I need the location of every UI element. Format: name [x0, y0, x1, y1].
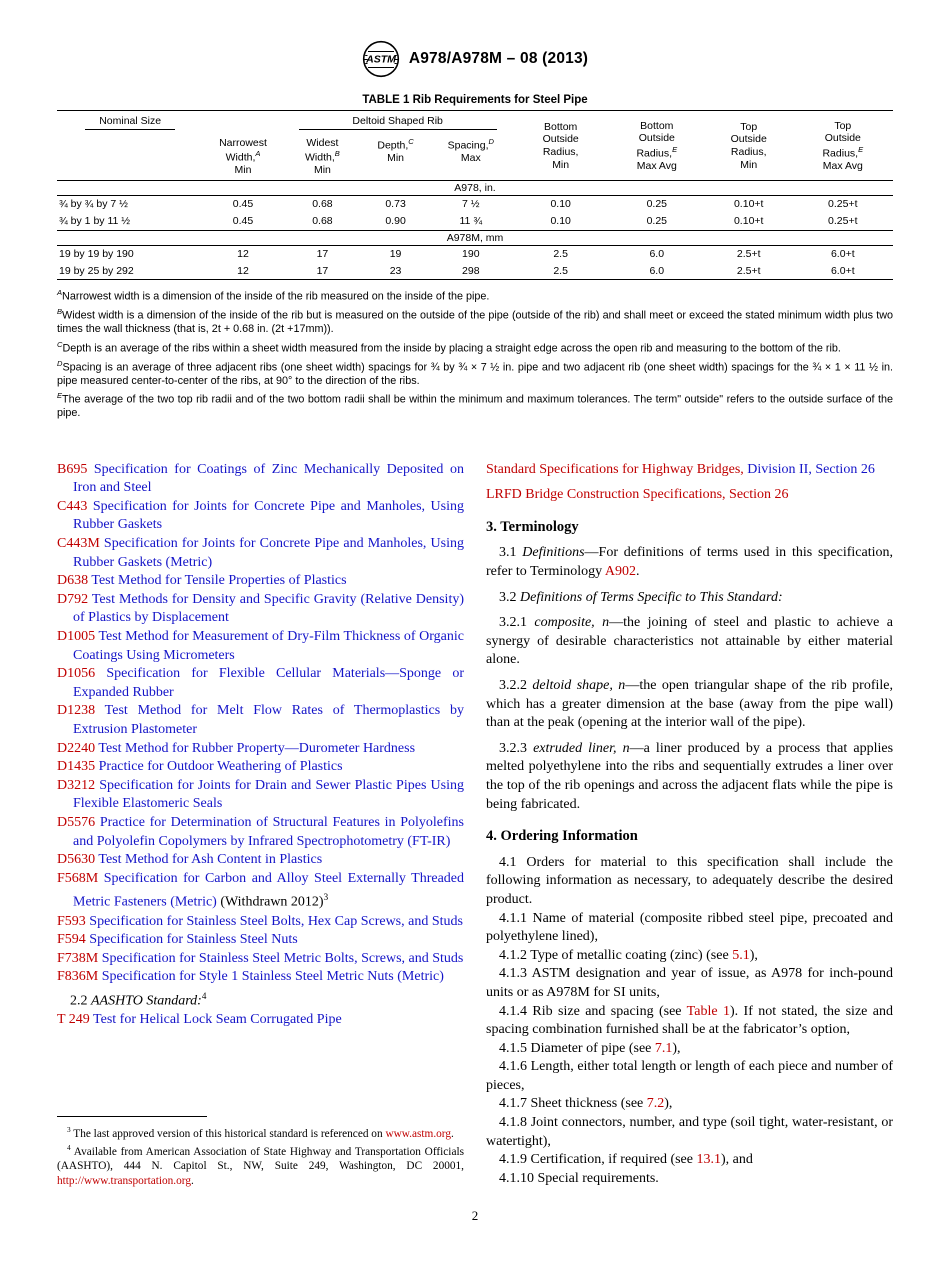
table-cell: 19	[389, 248, 402, 261]
table-footnote-d	[57, 357, 893, 388]
empty-header-cell	[203, 111, 282, 133]
link[interactable]: D5576	[57, 814, 96, 830]
table-cell: 17	[316, 248, 329, 261]
reference-item	[57, 814, 464, 851]
table-cell: 0.25	[646, 215, 667, 228]
link[interactable]: Specification for Flexible Cellular Materials—Sponge or Expanded Rubber	[73, 666, 464, 700]
table-cell: 12	[237, 248, 249, 261]
table-cell: 0.45	[232, 215, 254, 228]
link[interactable]: Specification for Joints for Drain and Sewer Plastic Pipes Using Flexible Elastomeric Seals	[73, 777, 464, 812]
footnote-text: The average of the two top rib radii and of the two bottom radii shall be within the minimum and maximum tolerances. The term" outside" refers to the outside surface of the pipe.	[57, 393, 893, 420]
table-cell: 6.0	[649, 248, 665, 261]
link[interactable]: 7.2	[646, 1096, 665, 1112]
table-cell: 0.90	[385, 215, 406, 228]
reference-item	[57, 950, 464, 969]
table-cell: 19 by 25 by 292	[57, 263, 203, 280]
paragraph-3-1: 3.1 Definitions—For definitions of terms used in this specification, refer to Terminology A902.	[486, 545, 893, 580]
astm-logo-icon	[362, 40, 400, 78]
table-cell: 0.25	[646, 198, 667, 211]
reference-item	[57, 665, 464, 702]
two-column-body	[57, 461, 893, 1189]
paragraph-3-2-2: 3.2.2 deltoid shape, n—the open triangular shape of the rib profile, which has a greater dimension at the base (away from the pipe wall) than at the peak (opening at the interior wall of the pipe).	[486, 678, 894, 731]
footnote-marker: A	[57, 288, 63, 298]
table-cell: 12	[203, 263, 282, 280]
document-title: A978/A978M – 08 (2013)	[408, 50, 589, 67]
link[interactable]: F568M	[57, 870, 99, 886]
link[interactable]: C443	[57, 498, 88, 514]
link[interactable]: T 249	[57, 1012, 90, 1028]
table-cell: 0.10	[550, 215, 571, 228]
link[interactable]: Test Method for Measurement of Dry-Film Thickness of Organic Coatings Using Micrometers	[73, 629, 464, 663]
paragraph-4-1-2: 4.1.2 Type of metallic coating (zinc) (see 5.1),	[499, 947, 758, 963]
link[interactable]: Standard Specifications for Highway Bridges,	[486, 461, 744, 477]
rib-requirements-table	[57, 110, 893, 280]
paragraph-4-1-7: 4.1.7 Sheet thickness (see 7.2),	[499, 1096, 673, 1112]
table-cell: 0.25+t	[828, 215, 858, 228]
footnote-text: Narrowest width is a dimension of the inside of the rib measured on the inside of the pipe.	[62, 291, 490, 304]
link[interactable]: Specification for Coatings of Zinc Mechanically Deposited on Iron and Steel	[73, 461, 464, 496]
col-group-nominal-size: Nominal Size	[57, 111, 203, 133]
section-4-heading: 4. Ordering Information	[486, 828, 638, 845]
reference-item	[57, 702, 464, 739]
link[interactable]: F594	[57, 932, 86, 948]
link[interactable]: D1005	[57, 629, 96, 644]
footnote-divider	[57, 1116, 207, 1117]
empty-header-cell	[57, 133, 203, 181]
table-section-a978m-mm: A978M, mm	[57, 230, 893, 246]
table-footnote-b	[57, 305, 893, 336]
link[interactable]: D1435	[57, 759, 96, 775]
link[interactable]: Test Method for Ash Content in Plastics	[95, 852, 323, 868]
paragraph-4-1-1: 4.1.1 Name of material (composite ribbed steel pipe, precoated and polyethylene lined),	[486, 910, 893, 945]
link[interactable]: Practice for Determination of Structural Features in Polyolefins and Polyolefin Copolymers by Infrared Spectrophotometry (FT-IR)	[73, 814, 464, 849]
table-cell: 6.0	[609, 263, 705, 280]
paragraph-3-2: 3.2 Definitions of Terms Specific to This Standard:	[499, 589, 783, 605]
link[interactable]: Test for Helical Lock Seam Corrugated Pipe	[89, 1012, 342, 1028]
link[interactable]: 7.1	[654, 1040, 673, 1056]
link[interactable]: http://www.transportation.org	[57, 1174, 191, 1187]
paragraph-3-2-1: 3.2.1 composite, n—the joining of steel and plastic to achieve a synergy of desirable characteristics not attainable by either material alone.	[486, 615, 894, 668]
table-cell: 0.68	[312, 198, 333, 211]
aashto-standard-heading: 2.2 AASHTO Standard:$^4$	[70, 990, 207, 1009]
reference-item	[57, 498, 464, 535]
table-cell: 6.0+t	[793, 263, 893, 280]
paragraph-4-1: 4.1 Orders for material to this specification shall include the following information as necessary, to adequately describe the desired product.	[486, 854, 893, 907]
col-group-deltoid-shaped-rib: Deltoid Shaped Rib	[283, 111, 513, 133]
link[interactable]: F738M	[57, 950, 99, 966]
link[interactable]: Specification for Joints for Concrete Pipe and Manholes, Using Rubber Gaskets	[73, 498, 464, 533]
reference-item: F568M Specification for Carbon and Alloy Steel Externally Threaded Metric Fasteners (Metric) (Withdrawn 2012)$^3$	[57, 870, 464, 910]
link[interactable]: D3212	[57, 777, 96, 793]
table-footnote-c	[57, 338, 893, 356]
col-header-top-outside-radius-max-avg: Top Outside Radius,$^E$ Max Avg	[822, 119, 864, 172]
col-header-top-outside-radius-min: Top Outside Radius, Min	[730, 120, 767, 171]
reference-item	[57, 777, 464, 814]
table-row	[57, 246, 893, 263]
link[interactable]: 5.1	[732, 947, 750, 963]
col-header-widest-width: Widest Width,$^B$ Min	[305, 136, 340, 177]
reference-item	[57, 535, 464, 572]
paragraph-4-1-6: 4.1.6 Length, either total length or length of each piece and number of pieces,	[486, 1059, 893, 1093]
table-footnotes	[57, 286, 893, 420]
table-cell: 7 ½	[462, 198, 480, 211]
paragraph-4-1-4: 4.1.4 Rib size and spacing (see Table 1). If not stated, the size and spacing combination furnished shall be at the fabricator’s option,	[486, 1003, 893, 1038]
table-cell: 0.45	[232, 198, 254, 211]
table-cell: 0.25+t	[828, 198, 858, 211]
col-header-bottom-outside-radius-min: Bottom Outside Radius, Min	[542, 120, 579, 171]
footnote-marker: C	[57, 339, 63, 349]
link[interactable]: D792	[57, 591, 89, 607]
link[interactable]: A902	[604, 564, 637, 580]
table-cell: ¾ by 1 by 11 ½	[59, 215, 131, 228]
link[interactable]: Specification for Carbon and Alloy Steel Externally Threaded Metric Fasteners (Metric)	[73, 870, 464, 910]
reference-item	[57, 628, 464, 665]
reference-item	[486, 486, 893, 505]
link[interactable]: Test Method for Melt Flow Rates of Thermoplastics by Extrusion Plastometer	[73, 703, 464, 737]
reference-item	[57, 740, 464, 759]
table-cell: 6.0+t	[830, 248, 855, 261]
table-cell: 0.10+t	[733, 215, 764, 228]
page-number: 2	[471, 1208, 479, 1224]
link[interactable]: D1056	[57, 666, 96, 682]
table-cell: 2.5	[553, 248, 568, 261]
table-cell: 190	[462, 248, 480, 261]
link[interactable]: B695	[57, 461, 88, 477]
astm-logo-text: ASTM	[365, 53, 396, 66]
link[interactable]: Table 1	[686, 1003, 730, 1019]
link[interactable]: C443M	[57, 536, 100, 552]
paragraph-4-1-5: 4.1.5 Diameter of pipe (see 7.1),	[499, 1040, 681, 1056]
link[interactable]: Specification for Style 1 Stainless Steel Metric Nuts (Metric)	[98, 969, 444, 985]
link[interactable]: Specification for Stainless Steel Bolts, Hex Cap Screws, and Studs	[85, 913, 463, 929]
reference-item	[57, 931, 464, 950]
reference-item	[57, 591, 464, 628]
reference-item	[57, 968, 464, 987]
table-footnote-a	[57, 286, 893, 304]
table-cell: 17	[283, 263, 362, 280]
table-cell: ¾ by ¾ by 7 ½	[59, 198, 128, 211]
link[interactable]: LRFD Bridge Construction Specifications, Section 26	[486, 487, 789, 503]
link[interactable]: Specification for Stainless Steel Metric Bolts, Screws, and Studs	[98, 950, 464, 966]
reference-item	[57, 851, 464, 870]
table-cell: 2.5	[513, 263, 609, 280]
page-footnotes	[57, 1104, 464, 1189]
col-header-depth: Depth,$^C$ Min	[377, 136, 414, 164]
section-3-heading: 3. Terminology	[486, 518, 579, 535]
footnote-marker: E	[57, 391, 63, 401]
link[interactable]: Division II, Section 26	[743, 461, 875, 477]
paragraph-4-1-9: 4.1.9 Certification, if required (see 13.1), and	[499, 1152, 753, 1168]
right-column	[486, 461, 893, 1189]
link[interactable]: Test Methods for Density and Specific Gravity (Relative Density) of Plastics by Displacement	[73, 591, 464, 626]
table-cell: 0.10+t	[733, 198, 764, 211]
link[interactable]: Test Method for Tensile Properties of Plastics	[88, 573, 347, 589]
col-header-bottom-outside-radius-max-avg: Bottom Outside Radius,$^E$ Max Avg	[636, 119, 678, 172]
link[interactable]: Practice for Outdoor Weathering of Plastics	[95, 759, 343, 775]
table-row	[57, 213, 893, 230]
reference-item	[57, 461, 464, 498]
footnote-marker: D	[57, 358, 63, 368]
table-cell: 298	[429, 263, 513, 280]
col-header-narrowest-width: Narrowest Width,$^A$ Min	[219, 136, 267, 177]
table-cell: 0.10	[550, 198, 571, 211]
link[interactable]: D5630	[57, 852, 96, 868]
paragraph-3-2-3: 3.2.3 extruded liner, n—a liner produced by a process that applies melted polyethylene into the ribs and sequentially extrudes a liner over the top of the rib openings and across the adjacent flats while the pipe is being fabricated.	[486, 740, 894, 812]
table-cell: 2.5+t	[736, 248, 761, 261]
table-footnote-e	[57, 389, 893, 420]
link[interactable]: 13.1	[696, 1152, 721, 1168]
footnote-text: Widest width is a dimension of the inside of the rib but is measured on the outside of the pipe (outside of the rib) and shall meet or exceed the stated minimum width plus two times the wall thickness (that is, 2t + 0.68 in. (2t +17mm)).	[57, 310, 893, 336]
link[interactable]: F593	[57, 913, 86, 929]
reference-item	[57, 1011, 464, 1030]
link[interactable]: D638	[57, 573, 89, 589]
footnote-text: Depth is an average of the ribs within a sheet width measured from the inside by placing a straight edge across the open rib and measuring to the bottom of the rib.	[62, 342, 841, 355]
reference-item	[486, 461, 893, 480]
link[interactable]: D2240	[57, 740, 96, 756]
link[interactable]: Specification for Stainless Steel Nuts	[85, 932, 298, 948]
paragraph-4-1-8: 4.1.8 Joint connectors, number, and type (soil tight, water-resistant, or watertight),	[486, 1115, 893, 1149]
link[interactable]: D1238	[57, 703, 96, 719]
reference-item	[57, 758, 464, 777]
paragraph-4-1-3: 4.1.3 ASTM designation and year of issue, as A978 for inch-pound units or as A978M for SI units,	[486, 966, 893, 1000]
table-row	[57, 196, 893, 213]
col-header-spacing: Spacing,$^D$ Max	[447, 136, 494, 164]
link[interactable]: F836M	[57, 969, 99, 985]
table-section-a978-in: A978, in.	[57, 180, 893, 196]
table-cell: 2.5+t	[705, 263, 793, 280]
document-header	[57, 40, 893, 78]
link[interactable]: www.astm.org	[385, 1127, 452, 1140]
paragraph-4-1-10: 4.1.10 Special requirements.	[499, 1170, 659, 1186]
page-footnote-4: $^4$ Available from American Association of State Highway and Transportation Officials (AASHTO), 444 N. Capitol St., NW, Suite 249, Washington, DC 20001, http://www.transportation.org.	[57, 1142, 464, 1187]
table-row	[57, 263, 893, 280]
footnote-text: Spacing is an average of three adjacent ribs (one sheet width) spacings for ¾ by ¾ × 7 ½ in. pipe and two adjacent rib (one sheet width) spacings for the ¾ × 1 × 11 ½ in. pipe measured center-to-center of the ribs, at 90° to the direction of the ribs.	[57, 361, 893, 387]
table-cell: 23	[362, 263, 429, 280]
table-cell: 11 ¾	[459, 215, 483, 228]
table-cell: 19 by 19 by 190	[59, 248, 134, 261]
link[interactable]: Test Method for Rubber Property—Durometer Hardness	[95, 740, 416, 756]
page-footnote-3: $^3$ The last approved version of this historical standard is referenced on www.astm.org.	[67, 1124, 454, 1140]
left-column	[57, 461, 464, 1189]
reference-item	[57, 913, 464, 932]
table-title: TABLE 1 Rib Requirements for Steel Pipe	[362, 94, 588, 106]
reference-item	[57, 572, 464, 591]
footnote-marker: B	[57, 307, 63, 317]
link[interactable]: Specification for Joints for Concrete Pipe and Manholes, Using Rubber Gaskets (Metric)	[73, 536, 464, 570]
table-cell: 0.73	[385, 198, 406, 211]
table-cell: 0.68	[312, 215, 333, 228]
